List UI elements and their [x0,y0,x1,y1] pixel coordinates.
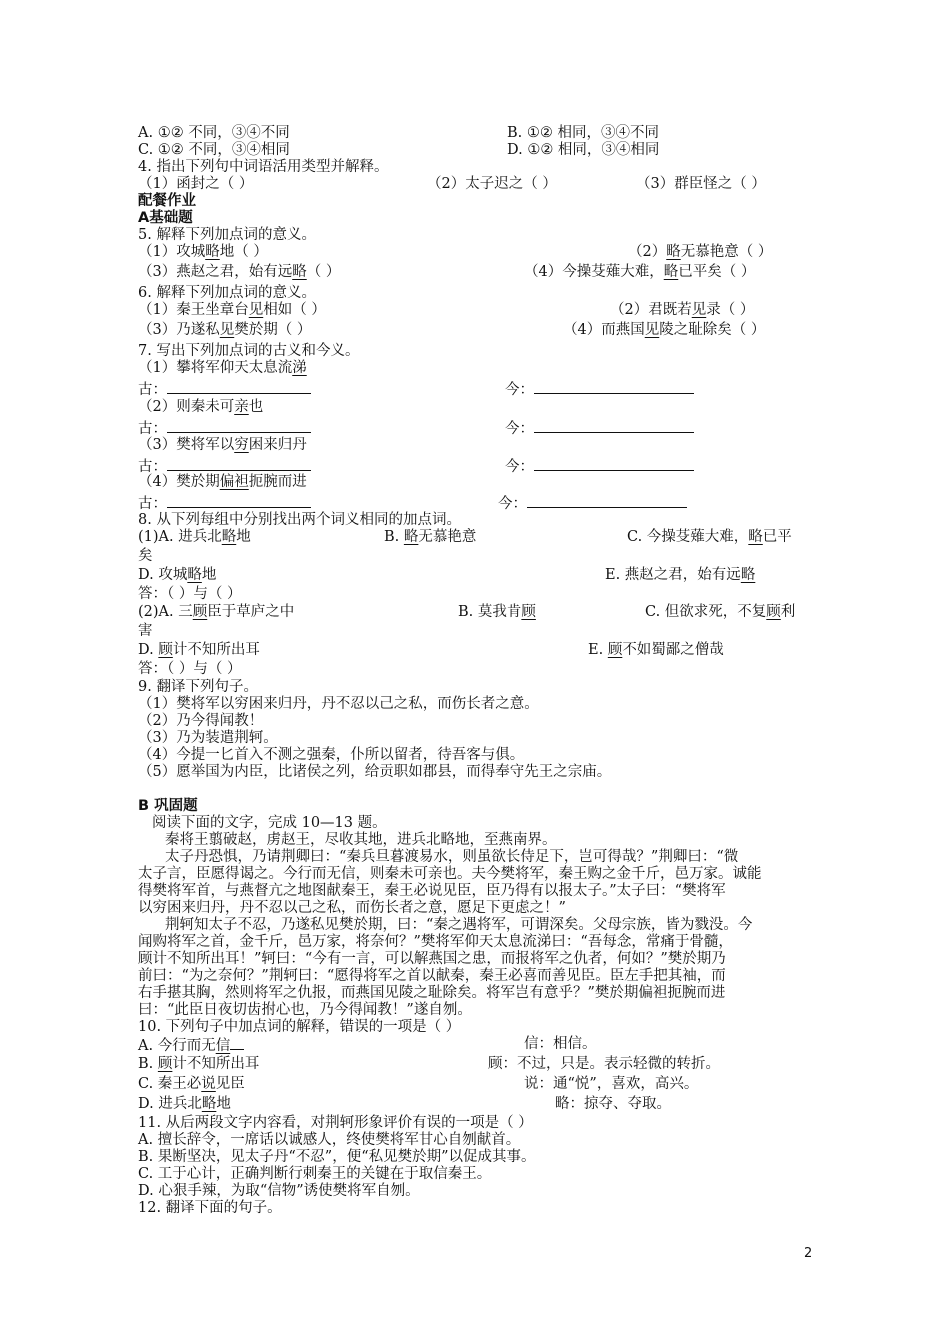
q7-stem: 7. 写出下列加点词的古义和今义。 [138,343,360,359]
q4-item-2: （2）太子迟之（ ） [427,176,557,192]
q5-item-2: （2）略无慕艳意（ ） [628,244,773,260]
q8-g2-b: B. 莫我肯顾 [458,604,536,620]
q10-option-d-explanation: 略：掠夺、夺取。 [555,1096,671,1112]
q3-option-d: D. ①② 相同，③④相同 [507,142,660,158]
q11-option-c: C. 工于心计，正确判断行刺秦王的关键在于取信秦王。 [138,1166,492,1182]
q9-item-4: （4）今提一匕首入不测之强秦，仆所以留者，待吾客与俱。 [138,747,525,763]
q10-option-c-explanation: 说：通“悦”，喜欢，高兴。 [524,1076,699,1092]
q11-option-b: B. 果断坚决，见太子丹“不忍”，便“私见樊於期”以促成其事。 [138,1149,536,1165]
q3-option-a: A. ①② 不同，③④不同 [138,125,290,141]
reading-p3-line-2: 闻购将军之首，金千斤，邑万家，将奈何？”樊将军仰天太息流涕曰：“吾每念，常痛于骨髓， [138,934,733,950]
q7-gu-4: 古： [138,493,311,513]
q4-stem: 4. 指出下列句中词语活用类型并解释。 [138,159,389,175]
q4-item-1: （1）函封之（ ） [138,176,254,192]
reading-paragraph-1: 秦将王翦破赵，虏赵王，尽收其地，进兵北略地，至燕南界。 [165,832,557,848]
q8-g1-e: E. 燕赵之君，始有远略 [605,567,756,583]
section-b-title: B 巩固题 [138,798,198,814]
q8-g1-b: B. 略无慕艳意 [384,529,477,545]
reading-p3-line-4: 前曰：“为之奈何？”荆轲曰：“愿得将军之首以献秦，秦王必喜而善见臣。臣左手把其袖，而 [138,968,726,984]
q7-gu-3: 古： [138,456,311,476]
q10-option-a-explanation: 信：相信。 [524,1036,597,1052]
q5-item-4: （4）今操芟薙大难，略已平矣（ ） [524,264,756,280]
q8-g2-answer: 答：（ ）与（ ） [138,661,242,677]
q7-item-3: （3）樊将军以穷困来归丹 [138,437,307,453]
q10-option-a: A. 今行而无信 [138,1035,244,1055]
q7-jin-1: 今： [505,379,694,399]
q5-item-3: （3）燕赵之君，始有远略（ ） [138,264,341,280]
q8-g1-d: D. 攻城略地 [138,567,217,583]
reading-p3-line-6: 曰：“此臣日夜切齿拊心也，乃今得闻教！”遂自刎。 [138,1002,472,1018]
q8-g1-a: (1)A. 进兵北略地 [138,529,251,545]
q12-stem: 12. 翻译下面的句子。 [138,1200,282,1216]
q10-option-c: C. 秦王必说见臣 [138,1076,245,1092]
q6-item-1: （1）秦王坐章台见相如（ ） [138,302,326,318]
q10-option-d: D. 进兵北略地 [138,1096,231,1112]
reading-p2-line-2: 太子言，臣愿得谒之。今行而无信，则秦未可亲也。夫今樊将军，秦王购之金千斤，邑万家。诚能 [138,866,762,882]
q9-item-1: （1）樊将军以穷困来归丹，丹不忍以己之私，而伤长者之意。 [138,696,539,712]
q8-g1-c: C. 今操芟薙大难，略已平 [627,529,792,545]
q3-option-b: B. ①② 相同，③④不同 [507,125,659,141]
page-number: 2 [804,1246,813,1261]
q7-jin-4: 今： [498,493,687,513]
q10-option-b-explanation: 顾：不过，只是。表示轻微的转折。 [488,1056,720,1072]
q5-stem: 5. 解释下列加点词的意义。 [138,227,316,243]
homework-title: 配餐作业 [138,193,196,209]
q9-item-2: （2）乃今得闻教！ [138,713,264,729]
reading-p2-line-3: 得樊将军首，与燕督亢之地图献秦王，秦王必说见臣，臣乃得有以报太子。”太子曰：“樊将军 [138,883,726,899]
reading-p3-line-5: 右手揕其胸，然则将军之仇报，而燕国见陵之耻除矣。将军岂有意乎？”樊於期偏袒扼腕而进 [138,985,726,1001]
q4-item-3: （3）群臣怪之（ ） [636,176,766,192]
q8-g2-e: E. 顾不如蜀鄙之僧哉 [588,642,724,658]
q10-option-b: B. 顾计不知所出耳 [138,1056,260,1072]
q6-item-2: （2）君既若见录（ ） [610,302,755,318]
q10-stem: 10. 下列句子中加点词的解释，错误的一项是（ ） [138,1019,461,1035]
reading-p2-line-1: 太子丹恐惧，乃请荆卿曰：“秦兵旦暮渡易水，则虽欲长侍足下，岂可得哉？”荆卿曰：“微 [165,849,739,865]
q7-jin-3: 今： [505,456,694,476]
q8-g1-c-cont: 矣 [138,548,153,564]
q3-option-c: C. ①② 不同，③④相同 [138,142,290,158]
reading-p3-line-3: 顾计不知所出耳！”轲曰：“今有一言，可以解燕国之患，而报将军之仇者，何如？”樊於期乃 [138,951,726,967]
q8-g1-answer: 答：（ ）与（ ） [138,586,242,602]
section-a-title: A基础题 [138,210,193,226]
q7-gu-1: 古： [138,379,311,399]
q7-item-4: （4）樊於期偏袒扼腕而进 [138,474,307,490]
q11-stem: 11. 从后两段文字内容看，对荆轲形象评价有误的一项是（ ） [138,1115,533,1131]
q8-stem: 8. 从下列每组中分别找出两个词义相同的加点词。 [138,512,461,528]
q11-option-a: A. 擅长辞令，一席话以诚感人，终使樊将军甘心自刎献首。 [138,1132,521,1148]
reading-intro: 阅读下面的文字，完成 10—13 题。 [152,815,387,831]
q6-item-3: （3）乃遂私见樊於期（ ） [138,322,312,338]
q7-gu-2: 古： [138,418,311,438]
q9-item-3: （3）乃为装遣荆轲。 [138,730,278,746]
q5-item-1: （1）攻城略地（ ） [138,244,268,260]
q6-item-4: （4）而燕国见陵之耻除矣（ ） [563,322,766,338]
reading-p2-line-4: 以穷困来归丹，丹不忍以己之私，而伤长者之意，愿足下更虑之！” [138,900,566,916]
q6-stem: 6. 解释下列加点词的意义。 [138,285,316,301]
q8-g2-c: C. 但欲求死，不复顾利 [645,604,796,620]
q11-option-d: D. 心狠手辣，为取“信物”诱使樊将军自刎。 [138,1183,420,1199]
q7-item-1: （1）攀将军仰天太息流涕 [138,360,307,376]
q7-jin-2: 今： [505,418,694,438]
reading-p3-line-1: 荆轲知太子不忍，乃遂私见樊於期，曰：“秦之遇将军，可谓深矣。父母宗族，皆为戮没。今 [165,917,753,933]
q9-stem: 9. 翻译下列句子。 [138,679,258,695]
q8-g2-a: (2)A. 三顾臣于草庐之中 [138,604,295,620]
q8-g2-c-cont: 害 [138,623,153,639]
q7-item-2: （2）则秦未可亲也 [138,399,264,415]
q9-item-5: （5）愿举国为内臣，比诸侯之列，给贡职如郡县，而得奉守先王之宗庙。 [138,764,612,780]
q8-g2-d: D. 顾计不知所出耳 [138,642,260,658]
